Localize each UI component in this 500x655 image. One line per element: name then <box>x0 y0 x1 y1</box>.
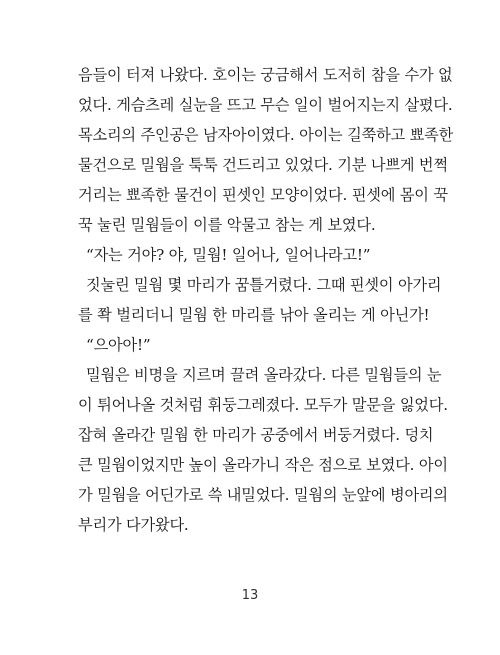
dialogue-line: “자는 거야? 야, 밀웜! 일어나, 일어나라고!” <box>86 246 371 264</box>
paragraph-start-line: 짓눌린 밀웜 몇 마리가 꿈틀거렸다. 그때 핀셋이 아가리 <box>86 276 442 294</box>
text-line: 꾹 눌린 밀웜들이 이를 악물고 참는 게 보였다. <box>78 216 376 234</box>
page-number: 13 <box>241 588 259 603</box>
text-line: 가 밀웜을 어딘가로 쓱 내밀었다. 밀웜의 눈앞에 병아리의 <box>78 486 448 504</box>
text-line: 거리는 뾰족한 물건이 핀셋인 모양이었다. 핀셋에 몸이 꾹 <box>78 186 448 204</box>
body-text <box>78 60 454 540</box>
text-line: 물건으로 밀웜을 툭툭 건드리고 있었다. 기분 나쁘게 번쩍 <box>78 156 448 174</box>
text-line: 부리가 다가왔다. <box>78 516 189 534</box>
dialogue-line: “으아아!” <box>86 336 151 354</box>
text-line: 목소리의 주인공은 남자아이였다. 아이는 길쭉하고 뾰족한 <box>78 126 454 144</box>
text-line: 잡혀 올라간 밀웜 한 마리가 공중에서 버둥거렸다. 덩치 <box>78 426 434 444</box>
text-line: 이 튀어나올 것처럼 휘둥그레졌다. 모두가 말문을 잃었다. <box>78 396 448 414</box>
paragraph-start-line: 밀웜은 비명을 지르며 끌려 올라갔다. 다른 밀웜들의 눈 <box>86 366 442 384</box>
text-line: 큰 밀웜이었지만 높이 올라가니 작은 점으로 보였다. 아이 <box>78 456 448 474</box>
text-line: 음들이 터져 나왔다. 호이는 궁금해서 도저히 참을 수가 없 <box>78 66 453 84</box>
text-line: 었다. 게슴츠레 실눈을 뜨고 무슨 일이 벌어지는지 살폈다. <box>78 96 453 114</box>
text-line: 를 쫙 벌리더니 밀웜 한 마리를 낚아 올리는 게 아닌가! <box>78 306 430 324</box>
